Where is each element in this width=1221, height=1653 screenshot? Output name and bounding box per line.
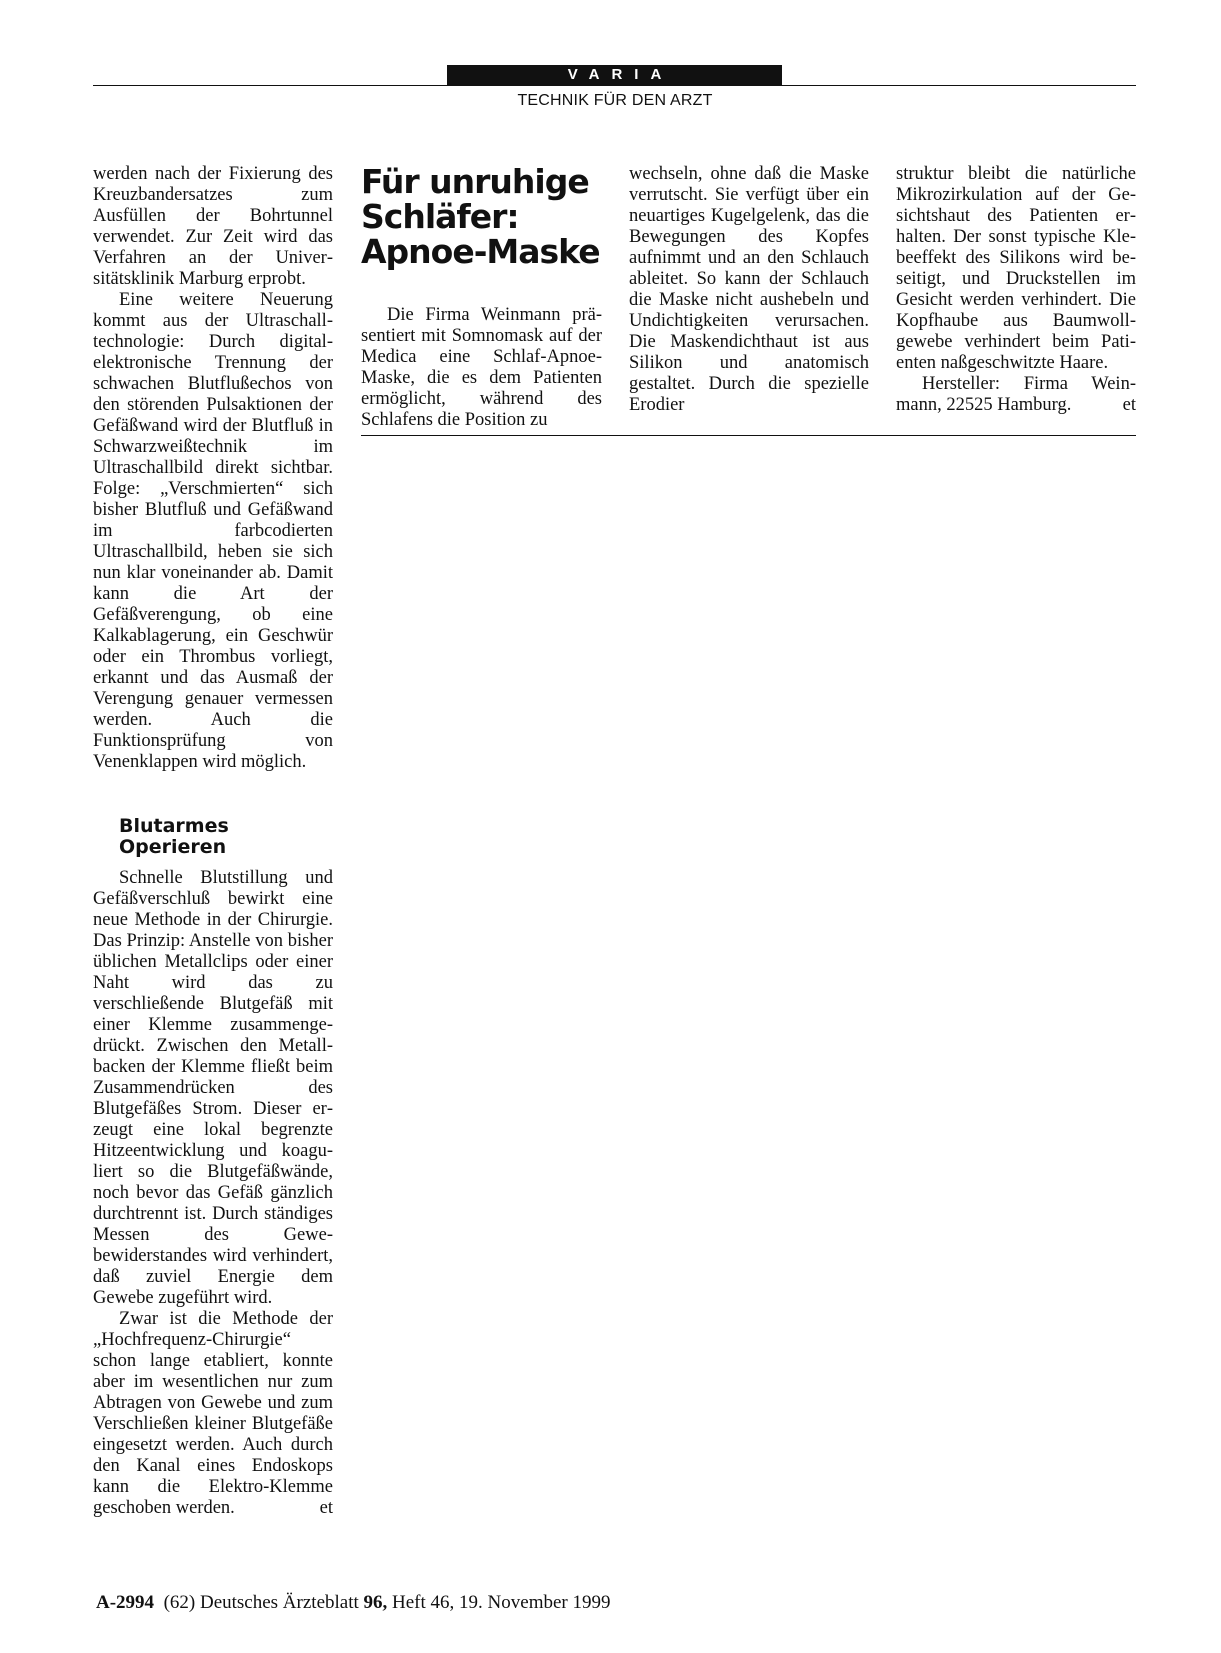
page-number: (62) — [163, 1592, 196, 1613]
paragraph — [896, 374, 1136, 416]
subheading-line: Blutarmes — [119, 815, 229, 837]
paragraph: werden nach der Fixierung des Kreuzbandersatzes zum Ausfüllen der Bohrtunnel verwendet. Zur Zeit wird das Verfahren an der Universitätsklinik Marburg erprobt. — [93, 164, 333, 289]
paragraph-text: Hersteller: Firma Weinmann, 22525 Hamburg. — [896, 374, 1136, 415]
headline-line: Schläfer: — [361, 197, 519, 236]
article-headline — [361, 164, 602, 269]
column-2 — [361, 164, 602, 431]
column-1 — [93, 164, 333, 1519]
section-label: VARIA — [567, 66, 674, 83]
subheading-line: Operieren — [119, 836, 227, 858]
headline-line: Für unruhige — [361, 162, 589, 201]
paragraph: Schnelle Blutstillung und Gefäßverschluß bewirkt eine neue Methode in der Chirurgie. Das Prinzip: Anstelle von bisher üblichen Metallclips oder einer Naht wird das zu verschließende Blutgefäß mit einer Klemme zusammengedrückt. Zwischen den Metallbacken der Klemme fließt beim Zusammendrücken des Blutgefäßes Strom. Dieser erzeugt eine lokal begrenzte Hitzeentwicklung und koaguliert so die Blutgefäßwände, noch bevor das Gefäß gänzlich durchtrennt ist. Durch ständiges Messen des Gewebewiderstandes wird verhindert, daß zuviel Energie dem Gewebe zugeführt wird. — [93, 868, 333, 1308]
column-4 — [896, 164, 1136, 416]
paragraph: wechseln, ohne daß die Maske verrutscht. Sie verfügt über ein neuartiges Kugelgelenk, das die Bewegungen des Kopfes aufnimmt und an den Schlauch ableitet. So kann der Schlauch die Maske nicht aushebeln und Undichtigkeiten verursachen. Die Maskendichthaut ist aus Silikon und anatomisch gestaltet. Durch die spezielle Erodier — [629, 164, 869, 415]
issue-info: Heft 46, 19. November 1999 — [392, 1592, 611, 1613]
subsection-label: TECHNIK FÜR DEN ARZT — [517, 92, 713, 109]
page-code: A-2994 — [96, 1592, 155, 1613]
journal-name: Deutsches Ärzteblatt — [199, 1592, 359, 1613]
subheading — [119, 816, 333, 858]
paragraph: Die Firma Weinmann präsentiert mit Somnomask auf der Medica eine Schlaf-Apnoe-Maske, die es dem Patienten ermöglicht, während des Schlafens die Position zu — [361, 305, 602, 430]
volume-number: 96, — [363, 1592, 388, 1613]
article-end-rule — [361, 435, 1136, 436]
author-signoff: et — [1122, 395, 1136, 415]
page-footer — [96, 1592, 611, 1614]
paragraph: struktur bleibt die natürliche Mikrozirkulation auf der Gesichtshaut des Patienten erhalten. Der sonst typische Klebeeffekt des Silikons wird beseitigt, und Druckstellen im Gesicht werden verhindert. Die Kopfhaube aus Baumwollgewebe verhindert beim Patienten naßgeschwitzte Haare. — [896, 164, 1136, 373]
headline-line: Apnoe-Maske — [361, 232, 600, 271]
paragraph: Eine weitere Neuerung kommt aus der Ultraschalltechnologie: Durch digitalelektronische Trennung der schwachen Blutflußechos von den störenden Pulsaktionen der Gefäßwand wird der Blutfluß in Schwarzweißtechnik im Ultraschallbild direkt sichtbar. Folge: „Verschmierten“ sich bisher Blutfluß und Gefäßwand im farbcodierten Ultraschallbild, heben sie sich nun klar voneinander ab. Damit kann die Art der Gefäßverengung, ob eine Kalkablagerung, ein Geschwür oder ein Thrombus vorliegt, erkannt und das Ausmaß der Verengung genauer vermessen werden. Auch die Funktionsprüfung von Venenklappen wird möglich. — [93, 290, 333, 772]
author-signoff: et — [319, 1498, 333, 1518]
column-3 — [629, 164, 869, 416]
header-rule — [93, 85, 1136, 86]
paragraph — [93, 1309, 333, 1519]
paragraph-text: Zwar ist die Methode der „Hochfrequenz-Chirurgie“ schon lange etabliert, konnte aber im wesentlichen nur zum Abtragen von Gewebe und zum Verschließen kleiner Blutgefäße eingesetzt werden. Auch durch den Kanal eines Endoskops kann die Elektro-Klemme geschoben werden. — [93, 1309, 333, 1518]
section-bar — [447, 65, 782, 85]
